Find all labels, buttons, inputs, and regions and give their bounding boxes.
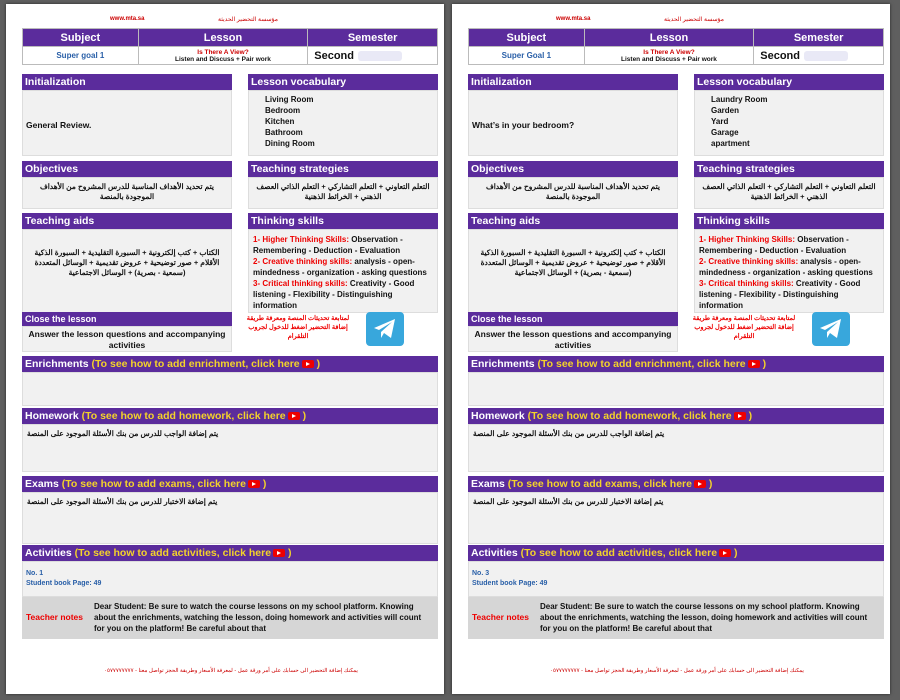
- activities-link-text[interactable]: (To see how to add activities, click here: [520, 547, 718, 559]
- homework-box: [468, 408, 884, 472]
- close-lesson-box: [468, 312, 678, 352]
- youtube-icon[interactable]: [273, 549, 285, 557]
- header-table: [22, 28, 438, 65]
- exams-text: يتم إضافة الاختبار للدرس من بنك الأسئلة الموجود على المنصة: [22, 492, 438, 544]
- redacted-area: [358, 51, 402, 61]
- homework-link-text[interactable]: (To see how to add homework, click here: [81, 410, 286, 422]
- lesson-label: Lesson: [584, 29, 754, 47]
- close-lesson-header: Close the lesson: [468, 312, 678, 326]
- enrichments-body: [22, 372, 438, 406]
- lesson-plan-page-2: [452, 4, 890, 694]
- youtube-icon[interactable]: [694, 480, 706, 488]
- homework-text: يتم إضافة الواجب للدرس من بنك الأسئلة الموجود على المنصة: [468, 424, 884, 472]
- site-url[interactable]: www.mta.sa: [110, 16, 145, 22]
- paren: ): [302, 410, 307, 422]
- vocabulary-header: Lesson vocabulary: [694, 74, 884, 90]
- lesson-subtitle: Listen and Discuss + Pair work: [175, 55, 271, 63]
- thinking-skills-header: Thinking skills: [694, 213, 884, 229]
- enrichments-link[interactable]: [92, 358, 321, 370]
- subject-value: Super Goal 1: [469, 47, 585, 65]
- close-lesson-box: [22, 312, 232, 352]
- subject-label: Subject: [23, 29, 139, 47]
- homework-box: [22, 408, 438, 472]
- exams-link[interactable]: [508, 478, 713, 490]
- header-table: [468, 28, 884, 65]
- paren: ): [762, 358, 767, 370]
- exams-label: Exams: [25, 478, 59, 490]
- site-url[interactable]: www.mta.sa: [556, 16, 591, 22]
- enrichments-link-text[interactable]: (To see how to add enrichment, click here: [537, 358, 746, 370]
- exams-header: [22, 476, 438, 492]
- paren: ): [708, 478, 713, 490]
- teaching-aids-box: [22, 213, 232, 313]
- initialization-header: Initialization: [22, 74, 232, 90]
- enrichments-label: Enrichments: [25, 358, 89, 370]
- thinking-t2: analysis - open-mindedness - organization - asking questions: [699, 257, 873, 277]
- semester-label: Semester: [754, 29, 884, 47]
- enrichments-header: [468, 356, 884, 372]
- close-lesson-text: Answer the lesson questions and accompanying activities: [468, 326, 678, 352]
- vocab-item: Dining Room: [265, 139, 315, 148]
- vocabulary-header: Lesson vocabulary: [248, 74, 438, 90]
- vocab-item: Living Room: [265, 95, 314, 104]
- strategies-header: Teaching strategies: [248, 161, 438, 177]
- teaching-aids-header: Teaching aids: [468, 213, 678, 229]
- objectives-box: [468, 161, 678, 209]
- enrichments-body: [468, 372, 884, 406]
- telegram-icon[interactable]: [366, 312, 404, 346]
- lesson-label: Lesson: [138, 29, 308, 47]
- vocab-item: Bathroom: [265, 128, 303, 137]
- exams-header: [468, 476, 884, 492]
- homework-label: Homework: [25, 410, 79, 422]
- thinking-h1: 1- Higher Thinking Skills:: [699, 235, 796, 244]
- paren: ): [287, 547, 292, 559]
- lesson-plan-page-1: [6, 4, 444, 694]
- student-book-page: Student book Page: 49: [26, 580, 102, 587]
- strategies-header: Teaching strategies: [694, 161, 884, 177]
- vocab-item: apartment: [711, 139, 750, 148]
- exams-box: [22, 476, 438, 544]
- homework-label: Homework: [471, 410, 525, 422]
- lesson-subtitle: Listen and Discuss + Pair work: [621, 55, 717, 63]
- semester-text: Second: [314, 49, 354, 62]
- activities-link[interactable]: [75, 547, 292, 559]
- objectives-text: يتم تحديد الأهداف المناسبة للدرس المشروح من الأهداف الموجودة بالمنصة: [468, 177, 678, 209]
- vocab-item: Kitchen: [265, 117, 295, 126]
- activities-link[interactable]: [521, 547, 738, 559]
- enrichments-header: [22, 356, 438, 372]
- teacher-notes-text: Dear Student: Be sure to watch the course lessons on my school platform. Knowing about the enrichments, watching the lesson, doing homework and activities will count for you on the platform! Be careful about that: [540, 602, 868, 633]
- youtube-icon[interactable]: [288, 412, 300, 420]
- thinking-h3: 3- Critical thinking skills:: [699, 279, 794, 288]
- strategies-text: التعلم التعاوني + التعلم التشاركي + التعلم الذاتي العصف الذهني + الخرائط الذهنية: [694, 177, 884, 209]
- vocabulary-list: [248, 90, 438, 156]
- homework-link[interactable]: [528, 410, 752, 422]
- redacted-area: [804, 51, 848, 61]
- exams-label: Exams: [471, 478, 505, 490]
- exams-text: يتم إضافة الاختبار للدرس من بنك الأسئلة الموجود على المنصة: [468, 492, 884, 544]
- thinking-h3: 3- Critical thinking skills:: [253, 279, 348, 288]
- thinking-skills-header: Thinking skills: [248, 213, 438, 229]
- thinking-skills-text: [694, 229, 884, 313]
- teacher-notes-box: [22, 597, 438, 639]
- activities-label: Activities: [471, 547, 518, 559]
- teacher-notes-text: Dear Student: Be sure to watch the course lessons on my school platform. Knowing about the enrichments, watching the lesson, doing homework and activities will count for you on the platform! Be careful about that: [94, 602, 422, 633]
- strategies-box: [694, 161, 884, 209]
- objectives-header: Objectives: [22, 161, 232, 177]
- activities-body: [22, 561, 438, 597]
- initialization-box: [22, 74, 232, 156]
- vocab-item: Laundry Room: [711, 95, 768, 104]
- telegram-icon[interactable]: [812, 312, 850, 346]
- teacher-notes-label: Teacher notes: [472, 612, 530, 622]
- footer-note: يمكنك إضافة التحضير الى حسابك على أمر ورقة عمل - لمعرفة الأسعار وطريقة الحجز تواصل معنا - ٠٥٧٧٧٧٧٧٧٧: [104, 668, 358, 674]
- strategies-text: التعلم التعاوني + التعلم التشاركي + التعلم الذاتي العصف الذهني + الخرائط الذهنية: [248, 177, 438, 209]
- thinking-t3: Creativity - Good listening - Flexibility - Distinguishing information: [253, 279, 415, 310]
- objectives-header: Objectives: [468, 161, 678, 177]
- homework-text: يتم إضافة الواجب للدرس من بنك الأسئلة الموجود على المنصة: [22, 424, 438, 472]
- org-name: مؤسسة التحضير الحديثة: [664, 17, 724, 23]
- semester-label: Semester: [308, 29, 438, 47]
- teaching-aids-box: [468, 213, 678, 313]
- thinking-skills-text: [248, 229, 438, 313]
- footer-note: يمكنك إضافة التحضير الى حسابك على أمر ورقة عمل - لمعرفة الأسعار وطريقة الحجز تواصل معنا - ٠٥٧٧٧٧٧٧٧٧: [550, 668, 804, 674]
- telegram-promo-text: لمتابعة تحديثات المنصة ومعرفة طريقة إضافة التحضير اضغط للدخول لجروب التلقرام: [246, 315, 350, 340]
- enrichments-label: Enrichments: [471, 358, 535, 370]
- vocab-item: Garden: [711, 106, 740, 115]
- telegram-promo-text: لمتابعة تحديثات المنصة ومعرفة طريقة إضافة التحضير اضغط للدخول لجروب التلقرام: [692, 315, 796, 340]
- homework-header: [22, 408, 438, 424]
- initialization-header: Initialization: [468, 74, 678, 90]
- youtube-icon[interactable]: [734, 412, 746, 420]
- objectives-text: يتم تحديد الأهداف المناسبة للدرس المشروح من الأهداف الموجودة بالمنصة: [22, 177, 232, 209]
- activities-label: Activities: [25, 547, 72, 559]
- thinking-h2: 2- Creative thinking skills:: [253, 257, 353, 266]
- initialization-box: [468, 74, 678, 156]
- teaching-aids-text: الكتاب + كتب إلكترونية + السبورة التقليدية + السبورة الذكية الأقلام + صور توضيحية + عروض تقديمية + الوسائل المتعددة (سمعية - بصرية) + الوسائل الاجتماعية: [468, 229, 678, 313]
- objectives-box: [22, 161, 232, 209]
- subject-label: Subject: [469, 29, 585, 47]
- subject-value: Super goal 1: [23, 47, 139, 65]
- activities-box: [468, 545, 884, 597]
- teaching-aids-header: Teaching aids: [22, 213, 232, 229]
- exams-box: [468, 476, 884, 544]
- lesson-value: [138, 47, 308, 65]
- vocabulary-box: [248, 74, 438, 156]
- youtube-icon[interactable]: [748, 360, 760, 368]
- enrichments-link[interactable]: [538, 358, 767, 370]
- teacher-notes-label: Teacher notes: [26, 612, 84, 622]
- homework-link[interactable]: [82, 410, 306, 422]
- student-book-page: Student book Page: 49: [472, 580, 548, 587]
- youtube-icon[interactable]: [302, 360, 314, 368]
- activities-box: [22, 545, 438, 597]
- teacher-notes-box: [468, 597, 884, 639]
- vocabulary-box: [694, 74, 884, 156]
- enrichments-link-text[interactable]: (To see how to add enrichment, click here: [91, 358, 300, 370]
- activity-number: No. 1: [26, 570, 44, 577]
- org-name: مؤسسة التحضير الحديثة: [218, 17, 278, 23]
- thinking-skills-box: [248, 213, 438, 313]
- thinking-h2: 2- Creative thinking skills:: [699, 257, 799, 266]
- thinking-t2: analysis - open-mindedness - organization - asking questions: [253, 257, 427, 277]
- vocab-item: Garage: [711, 128, 739, 137]
- thinking-t1: Observation - Remembering - Deduction - Evaluation: [253, 235, 403, 255]
- activities-link-text[interactable]: (To see how to add activities, click here: [74, 547, 272, 559]
- vocab-item: Yard: [711, 117, 729, 126]
- vocab-item: Bedroom: [265, 106, 301, 115]
- youtube-icon[interactable]: [248, 480, 260, 488]
- close-lesson-text: Answer the lesson questions and accompanying activities: [22, 326, 232, 352]
- lesson-title: Is There A View?: [643, 48, 695, 56]
- initialization-text: General Review.: [22, 90, 232, 156]
- exams-link[interactable]: [62, 478, 267, 490]
- youtube-icon[interactable]: [719, 549, 731, 557]
- lesson-title: Is There A View?: [197, 48, 249, 56]
- teaching-aids-text: الكتاب + كتب إلكترونية + السبورة التقليدية + السبورة الذكية الأقلام + صور توضيحية + عروض تقديمية + الوسائل المتعددة (سمعية - بصرية) + الوسائل الاجتماعية: [22, 229, 232, 313]
- activities-body: [468, 561, 884, 597]
- paren: ): [733, 547, 738, 559]
- thinking-h1: 1- Higher Thinking Skills:: [253, 235, 350, 244]
- vocabulary-list: [694, 90, 884, 156]
- semester-text: Second: [760, 49, 800, 62]
- activity-number: No. 3: [472, 570, 490, 577]
- semester-value: [754, 47, 884, 65]
- lesson-value: [584, 47, 754, 65]
- exams-link-text[interactable]: (To see how to add exams, click here: [61, 478, 246, 490]
- paren: ): [748, 410, 753, 422]
- enrichments-box: [22, 356, 438, 406]
- activities-header: [22, 545, 438, 561]
- homework-link-text[interactable]: (To see how to add homework, click here: [527, 410, 732, 422]
- enrichments-box: [468, 356, 884, 406]
- thinking-t1: Observation - Remembering - Deduction - Evaluation: [699, 235, 849, 255]
- strategies-box: [248, 161, 438, 209]
- homework-header: [468, 408, 884, 424]
- semester-value: [308, 47, 438, 65]
- paren: ): [262, 478, 267, 490]
- thinking-skills-box: [694, 213, 884, 313]
- thinking-t3: Creativity - Good listening - Flexibility - Distinguishing information: [699, 279, 861, 310]
- paren: ): [316, 358, 321, 370]
- close-lesson-header: Close the lesson: [22, 312, 232, 326]
- initialization-text: What’s in your bedroom?: [468, 90, 678, 156]
- activities-header: [468, 545, 884, 561]
- exams-link-text[interactable]: (To see how to add exams, click here: [507, 478, 692, 490]
